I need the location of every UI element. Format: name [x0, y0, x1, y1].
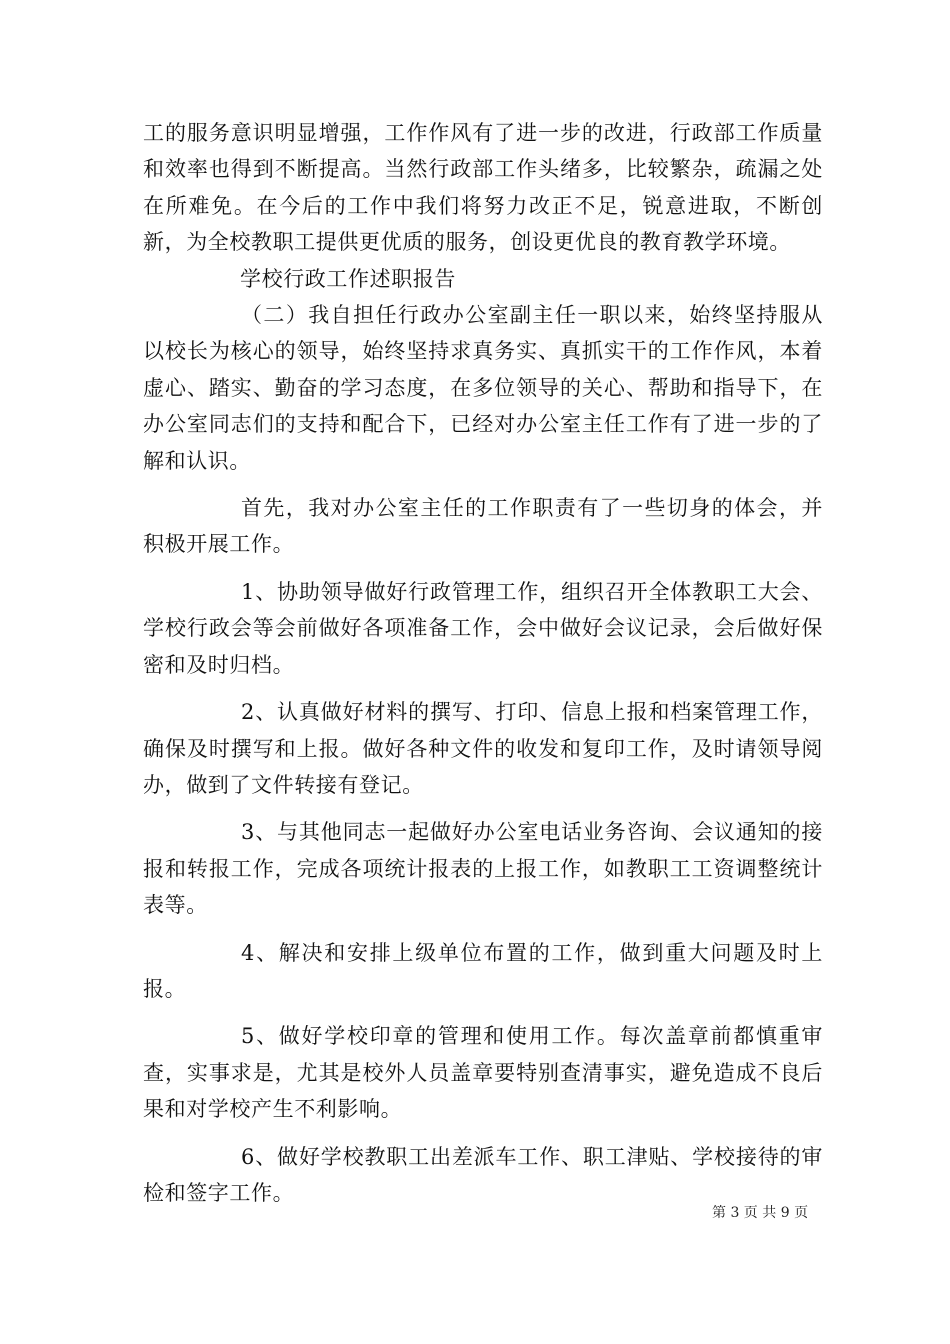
- page-number-footer: [712, 1204, 808, 1222]
- list-item-6: 6、做好学校教职工出差派车工作、职工津贴、学校接待的审检和签字工作。: [143, 1144, 823, 1205]
- paragraph-first: 首先，我对办公室主任的工作职责有了一些切身的体会，并积极开展工作。: [143, 496, 823, 557]
- list-item-2: 2、认真做好材料的撰写、打印、信息上报和档案管理工作，确保及时撰写和上报。做好各种文件的收发和复印工作，及时请领导阅办，做到了文件转接有登记。: [143, 700, 823, 797]
- list-item-4: 4、解决和安排上级单位布置的工作，做到重大问题及时上报。: [143, 940, 823, 1001]
- list-item-5: 5、做好学校印章的管理和使用工作。每次盖章前都慎重审查，实事求是，尤其是校外人员盖章要特别查清事实，避免造成不良后果和对学校产生不利影响。: [143, 1024, 823, 1122]
- paragraph-intro: （二）我自担任行政办公室副主任一职以来，始终坚持服从以校长为核心的领导，始终坚持求真务实、真抓实干的工作作风，本着虚心、踏实、勤奋的学习态度，在多位领导的关心、帮助和指导下，在办公室同志们的支持和配合下，已经对办公室主任工作有了进一步的了解和认识。: [143, 303, 823, 473]
- list-item-1: 1、协助领导做好行政管理工作，组织召开全体教职工大会、学校行政会等会前做好各项准备工作，会中做好会议记录，会后做好保密和及时归档。: [143, 579, 823, 677]
- list-item-3: 3、与其他同志一起做好办公室电话业务咨询、会议通知的接报和转报工作，完成各项统计报表的上报工作，如教职工工资调整统计表等。: [143, 820, 823, 918]
- report-title: 学校行政工作述职报告: [240, 266, 456, 291]
- paragraph-continuation: 工的服务意识明显增强，工作作风有了进一步的改进，行政部工作质量和效率也得到不断提高。当然行政部工作头绪多，比较繁杂，疏漏之处在所难免。在今后的工作中我们将努力改正不足，锐意进取，不断创新，为全校教职工提供更优质的服务，创设更优良的教育教学环境。: [143, 121, 823, 255]
- document-body: [143, 115, 823, 1211]
- page-number-label: 第 3 页 共 9 页: [712, 1205, 809, 1221]
